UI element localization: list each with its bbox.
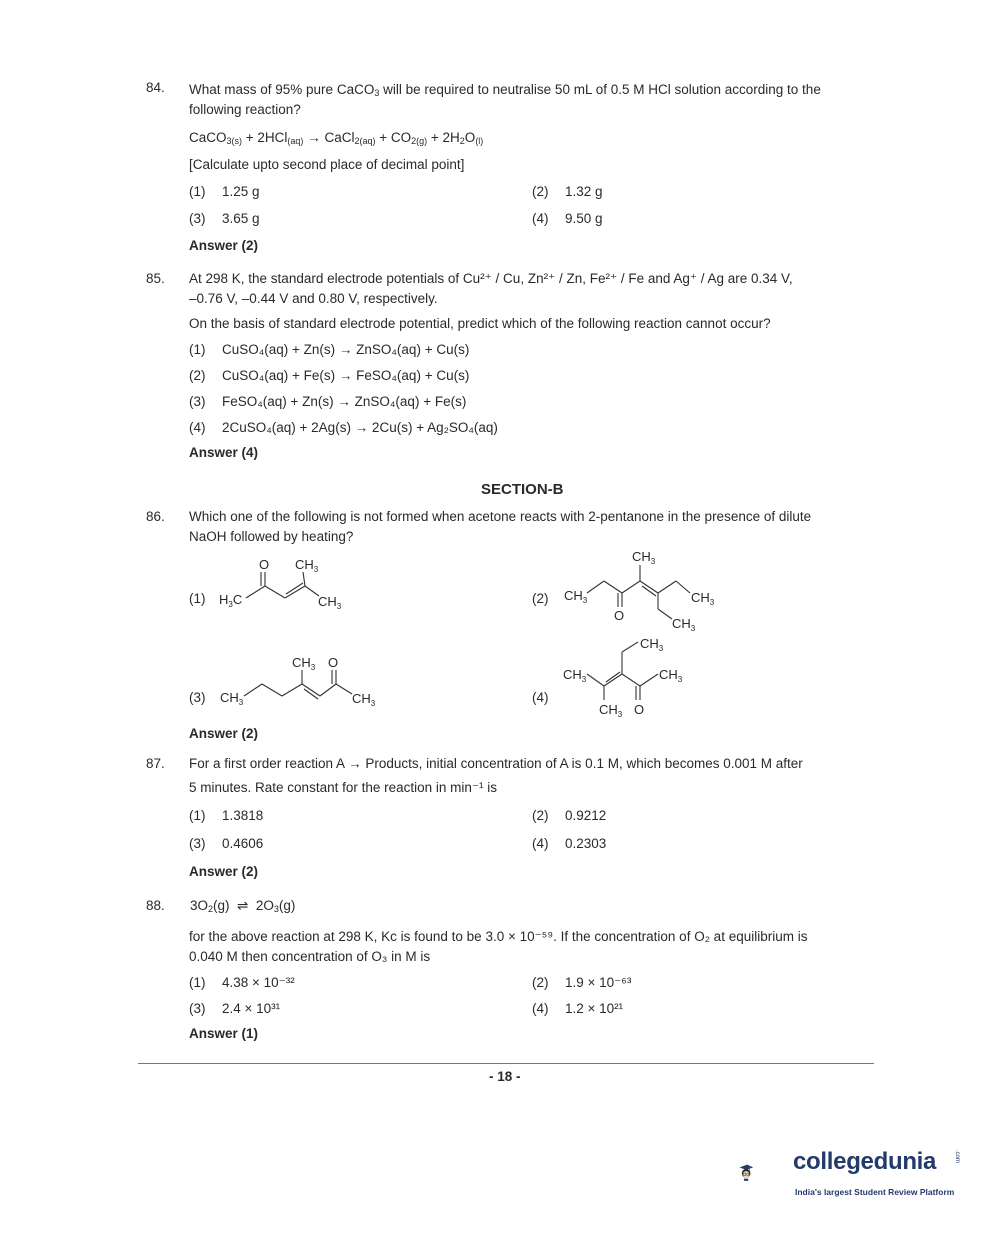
option-3: (3) 0.4606 (189, 836, 264, 851)
question-note: [Calculate upto second place of decimal point] (189, 157, 465, 172)
collegedunia-mascot-icon (738, 1138, 798, 1208)
option-4: (4) 1.2 × 10²¹ (532, 1001, 624, 1016)
ch3-label: $CH_3$ (691, 590, 715, 607)
question-number: 86. (146, 509, 165, 524)
option-4: (4) 0.2303 (532, 836, 607, 851)
option-2: (2) 1.9 × 10⁻⁶³ (532, 975, 632, 990)
oxygen-label: O (328, 655, 339, 670)
question-text: On the basis of standard electrode potential, predict which of the following reaction cannot occur? (189, 316, 771, 331)
reaction-equation: CaCO$_{3(s)}$ + 2HCl$_{(aq)}$ → CaCl$_{2(aq)}$ + $CO_{2(g)} + 2H_2O_{(l)}$ (189, 130, 484, 146)
question-text: At 298 K, the standard electrode potentials of Cu²⁺ / Cu, Zn²⁺ / Zn, Fe²⁺ / Fe and Ag⁺ / Ag are 0.34 V, (189, 271, 793, 286)
option-4: (4) 2CuSO₄(aq) + 2Ag(s) → 2Cu(s) + Ag₂SO₄(aq) (189, 420, 498, 435)
logo-wordmark: collegedunia (793, 1148, 937, 1175)
question-number: 84. (146, 80, 165, 95)
answer: Answer (1) (189, 1026, 259, 1041)
answer: Answer (4) (189, 445, 259, 460)
reaction-equation: $3O_2(g)$ ⇌ $2O_3(g)$ (190, 898, 296, 914)
question-number: 87. (146, 756, 165, 771)
question-text: for the above reaction at 298 K, Kc is found to be 3.0 × 10⁻⁵⁹. If the concentration of O₂ at equilibrium is (189, 929, 808, 944)
ch3-label: $CH_3$ (220, 690, 244, 707)
ch3-label: $CH_3$ (632, 549, 656, 566)
answer: Answer (2) (189, 726, 259, 741)
question-text: 5 minutes. Rate constant for the reaction in min⁻¹ is (189, 780, 498, 795)
question-number: 85. (146, 271, 165, 286)
footer-divider (138, 1063, 874, 1064)
structure-option-1 (215, 552, 365, 614)
question-text: For a first order reaction A → Products, initial concentration of A is 0.1 M, which becomes 0.001 M after (189, 756, 803, 771)
ch3-label: $CH_3$ (599, 702, 623, 719)
structure-option-4 (560, 632, 700, 722)
option-2-label: (2) (532, 591, 549, 606)
option-4: (4) 9.50 g (532, 211, 603, 226)
option-3-label: (3) (189, 690, 206, 705)
ch3-label: $CH_3$ (318, 594, 342, 611)
option-4-label: (4) (532, 690, 549, 705)
ch3-label: $CH_3$ (292, 655, 316, 672)
option-1: (1) 1.25 g (189, 184, 260, 199)
ch3-label: $CH_3$ (672, 616, 696, 633)
oxygen-label: O (634, 702, 645, 717)
ch3-label: $CH_3$ (640, 636, 664, 653)
option-3: (3) 3.65 g (189, 211, 260, 226)
structure-option-2 (560, 545, 730, 635)
page-number: - 18 - (489, 1069, 521, 1084)
answer: Answer (2) (189, 864, 259, 879)
option-1: (1) CuSO₄(aq) + Zn(s) → ZnSO₄(aq) + Cu(s) (189, 342, 470, 357)
option-2: (2) 1.32 g (532, 184, 603, 199)
option-2: (2) 0.9212 (532, 808, 607, 823)
option-3: (3) 2.4 × 10³¹ (189, 1001, 281, 1016)
question-text: What mass of 95% pure CaCO$_3$ will be required to neutralise 50 mL of 0.5 M HCl solution according to the (189, 82, 821, 98)
ch3-label: $CH_3$ (659, 667, 683, 684)
ch3-label: $CH_3$ (295, 557, 319, 574)
ch3-label: $CH_3$ (563, 667, 587, 684)
option-2: (2) CuSO₄(aq) + Fe(s) → FeSO₄(aq) + Cu(s) (189, 368, 470, 383)
question-number: 88. (146, 898, 165, 913)
option-1: (1) 1.3818 (189, 808, 264, 823)
structure-option-3 (216, 650, 386, 710)
section-heading: SECTION-B (481, 481, 564, 498)
question-text: Which one of the following is not formed when acetone reacts with 2-pentanone in the presence of dilute (189, 509, 812, 524)
question-text: –0.76 V, –0.44 V and 0.80 V, respectively. (189, 291, 438, 306)
option-1: (1) 4.38 × 10⁻³² (189, 975, 295, 990)
answer: Answer (2) (189, 238, 259, 253)
oxygen-label: O (614, 608, 625, 623)
option-1-label: (1) (189, 591, 206, 606)
oxygen-label: O (259, 557, 270, 572)
logo-com: .com (954, 1150, 960, 1164)
h3c-group: $H_3C$ (219, 592, 243, 609)
question-text: 0.040 M then concentration of O₃ in M is (189, 949, 431, 964)
ch3-label: $CH_3$ (564, 588, 588, 605)
question-text: following reaction? (189, 102, 301, 117)
question-text: NaOH followed by heating? (189, 529, 354, 544)
option-3: (3) FeSO₄(aq) + Zn(s) → ZnSO₄(aq) + Fe(s) (189, 394, 467, 409)
ch3-label: $CH_3$ (352, 691, 376, 708)
logo-tagline: India's largest Student Review Platform (795, 1187, 955, 1197)
